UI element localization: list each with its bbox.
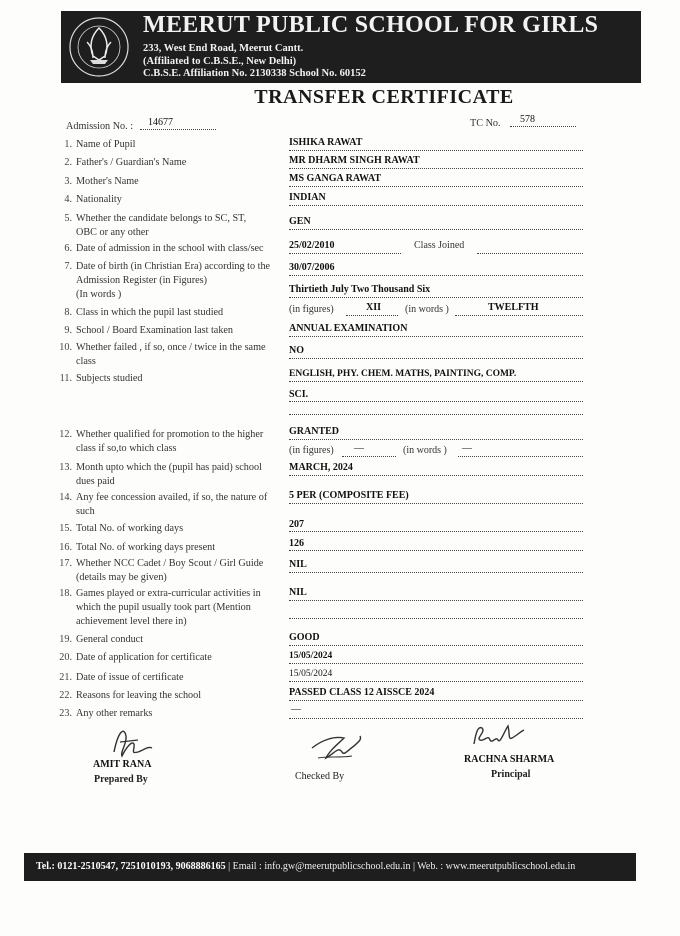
class-joined-label: Class Joined xyxy=(414,240,465,251)
field-5-line xyxy=(289,229,583,230)
school-logo xyxy=(67,14,131,80)
tc-no-label: TC No. xyxy=(470,118,501,129)
field-12-words-line xyxy=(458,456,583,457)
prepared-by-label: Prepared By xyxy=(94,774,148,785)
field-23-label: 23. Any other remarks xyxy=(59,708,153,719)
field-11-line xyxy=(289,381,583,382)
admission-no-label: Admission No. : xyxy=(66,121,134,132)
field-13-label: 13. Month upto which the (pupil has paid) school dues paid xyxy=(59,462,262,487)
field-8-words-line xyxy=(455,315,583,316)
field-8-in-figures: XII xyxy=(366,302,382,313)
field-18-line xyxy=(289,600,583,601)
field-12-value: GRANTED xyxy=(289,426,340,437)
field-10-label: 10. Whether failed , if so, once / twice in the same class xyxy=(59,342,266,367)
field-7-line xyxy=(289,275,583,276)
field-18-label: 18. Games played or extra-curricular activities in which the pupil usually took part (Mention achievement level there in) xyxy=(59,588,261,627)
field-12-in-figures: — xyxy=(354,443,364,454)
field-5-value: GEN xyxy=(289,216,311,227)
field-8-in-words-label: (in words ) xyxy=(405,304,449,315)
field-7-words-line xyxy=(289,297,583,298)
admission-no-line xyxy=(140,129,216,130)
field-6-line xyxy=(289,253,401,254)
field-17-value: NIL xyxy=(289,559,307,570)
checked-by-label: Checked By xyxy=(295,771,345,782)
field-14-value: 5 PER (COMPOSITE FEE) xyxy=(289,490,409,501)
field-15-value: 207 xyxy=(289,519,304,530)
principal-name: RACHNA SHARMA xyxy=(464,754,555,765)
field-21-label: 21. Date of issue of certificate xyxy=(59,672,184,683)
class-joined-line xyxy=(477,253,583,254)
school-affiliation-no: C.B.S.E. Affiliation No. 2130338 School No. 60152 xyxy=(143,68,366,79)
field-16-line xyxy=(289,550,583,551)
checked-signature xyxy=(308,728,364,773)
field-6-label: 6. Date of admission in the school with class/sec xyxy=(64,243,264,254)
field-23-value: — xyxy=(291,704,301,715)
field-7-label: 7. Date of birth (in Christian Era) according to the Admission Register (in Figures) (In words ) xyxy=(64,261,271,300)
field-15-line xyxy=(289,531,583,532)
field-7-value: 30/07/2006 xyxy=(289,262,335,273)
document-title: TRANSFER CERTIFICATE xyxy=(254,86,514,108)
field-1-line xyxy=(289,150,583,151)
field-20-value: 15/05/2024 xyxy=(289,651,333,661)
footer-web: | Web. : www.meerutpublicschool.edu.in xyxy=(412,861,576,872)
field-14-line xyxy=(289,503,583,504)
field-22-value: PASSED CLASS 12 AISSCE 2024 xyxy=(289,687,435,698)
field-20-label: 20. Date of application for certificate xyxy=(59,652,212,663)
field-22-line xyxy=(289,700,583,701)
field-19-line xyxy=(289,645,583,646)
field-10-line xyxy=(289,358,583,359)
field-12-line xyxy=(289,439,583,440)
tc-no-line xyxy=(510,126,576,127)
footer-contact-bar xyxy=(24,853,636,881)
field-17-label: 17. Whether NCC Cadet / Boy Scout / Girl Guide (details may be given) xyxy=(59,558,264,583)
field-18-value: NIL xyxy=(289,587,307,598)
field-2-line xyxy=(289,168,583,169)
prepared-by-name: AMIT RANA xyxy=(93,759,152,770)
field-21-line xyxy=(289,681,583,682)
field-1-value: ISHIKA RAWAT xyxy=(289,137,363,148)
school-address: 233, West End Road, Meerut Cantt. xyxy=(143,43,304,54)
field-1-label: 1. Name of Pupil xyxy=(64,139,136,150)
principal-signature xyxy=(468,718,528,759)
field-6-value: 25/02/2010 xyxy=(289,240,335,251)
school-header xyxy=(61,11,641,83)
field-11-line-2 xyxy=(289,401,583,402)
field-12-figures-line xyxy=(342,456,396,457)
admission-no-value: 14677 xyxy=(148,117,173,128)
field-19-value: GOOD xyxy=(289,632,320,643)
field-16-value: 126 xyxy=(289,538,304,549)
field-2-value: MR DHARM SINGH RAWAT xyxy=(289,155,420,166)
field-19-label: 19. General conduct xyxy=(59,634,144,645)
field-14-label: 14. Any fee concession availed, if so, the nature of such xyxy=(59,492,268,517)
field-16-label: 16. Total No. of working days present xyxy=(59,542,216,553)
field-8-in-figures-label: (in figures) xyxy=(289,304,334,315)
field-3-label: 3. Mother's Name xyxy=(64,176,139,187)
field-3-value: MS GANGA RAWAT xyxy=(289,173,382,184)
field-12-in-figures-label: (in figures) xyxy=(289,445,334,456)
footer-tel: 0121-2510547, 7251010193, 9068886165 xyxy=(57,861,226,872)
footer-tel-label: Tel.: xyxy=(36,861,55,872)
field-13-line xyxy=(289,475,583,476)
field-12-in-words-label: (in words ) xyxy=(403,445,447,456)
field-11-value-2: SCI. xyxy=(289,389,309,400)
field-23-line xyxy=(289,718,583,719)
field-10-value: NO xyxy=(289,345,304,356)
field-13-value: MARCH, 2024 xyxy=(289,462,353,473)
tc-no-value: 578 xyxy=(520,114,535,125)
footer-email: | Email : info.gw@meerutpublicschool.edu.in xyxy=(228,861,411,872)
field-2-label: 2. Father's / Guardian's Name xyxy=(64,157,187,168)
field-5-label: 5. Whether the candidate belongs to SC, ST, OBC or any other xyxy=(64,213,247,238)
field-8-in-words: TWELFTH xyxy=(488,302,539,313)
principal-label: Principal xyxy=(491,769,531,780)
field-11-line-3 xyxy=(289,414,583,415)
field-22-label: 22. Reasons for leaving the school xyxy=(59,690,202,701)
school-name: MEERUT PUBLIC SCHOOL FOR GIRLS xyxy=(143,12,599,38)
field-8-label: 8. Class in which the pupil last studied xyxy=(64,307,224,318)
field-12-in-words: — xyxy=(462,443,472,454)
field-12-label: 12. Whether qualified for promotion to the higher class if so,to which class xyxy=(59,429,264,454)
field-11-label: 11. Subjects studied xyxy=(59,373,143,384)
field-17-line xyxy=(289,572,583,573)
field-15-label: 15. Total No. of working days xyxy=(59,523,184,534)
field-8-figures-line xyxy=(346,315,398,316)
field-4-line xyxy=(289,205,583,206)
field-7-value-words: Thirtieth July Two Thousand Six xyxy=(289,284,431,295)
field-9-label: 9. School / Board Examination last taken xyxy=(64,325,234,336)
field-3-line xyxy=(289,186,583,187)
field-4-label: 4. Nationality xyxy=(64,194,122,205)
field-9-value: ANNUAL EXAMINATION xyxy=(289,323,408,334)
school-affiliation: (Affiliated to C.B.S.E., New Delhi) xyxy=(143,56,297,67)
field-21-value: 15/05/2024 xyxy=(289,669,333,679)
field-9-line xyxy=(289,336,583,337)
field-11-value: ENGLISH, PHY. CHEM. MATHS, PAINTING, COMP. xyxy=(289,369,517,379)
field-4-value: INDIAN xyxy=(289,192,326,203)
field-18-line-2 xyxy=(289,618,583,619)
field-20-line xyxy=(289,663,583,664)
